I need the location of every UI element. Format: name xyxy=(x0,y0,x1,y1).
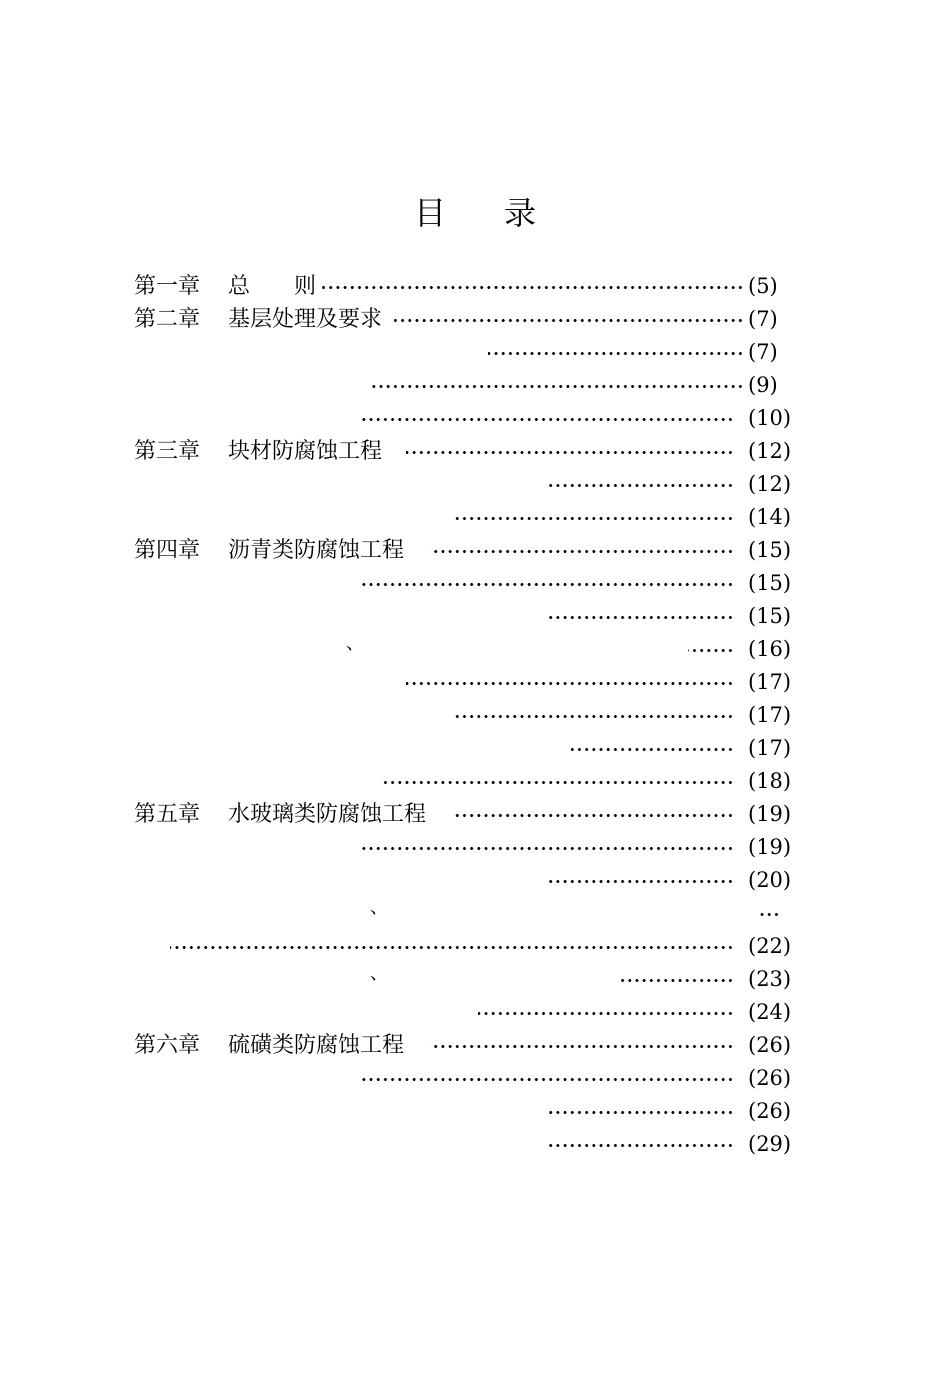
dot-leader xyxy=(548,1143,734,1148)
toc-page-number: (17) xyxy=(748,670,792,694)
dot-leader xyxy=(571,747,734,752)
toc-entry[interactable] xyxy=(0,633,950,666)
toc-chapter-label: 第六章 xyxy=(134,1033,201,1058)
toc-page-number: (5) xyxy=(748,274,778,298)
toc-page-number: (19) xyxy=(748,802,792,826)
toc-entry[interactable] xyxy=(0,699,950,732)
toc-section-title: 基层处理及要求 xyxy=(228,307,383,332)
toc-page-number: (18) xyxy=(748,769,792,793)
toc-entry[interactable] xyxy=(0,996,950,1029)
toc-page-number: (10) xyxy=(748,406,792,430)
toc-page-number: (26) xyxy=(748,1099,792,1123)
toc-chapter-label: 第二章 xyxy=(134,307,201,332)
toc-entry[interactable] xyxy=(0,1128,950,1161)
dot-leader xyxy=(406,450,734,455)
page-title xyxy=(0,188,950,234)
toc-page-number: (16) xyxy=(748,637,792,661)
toc-entry[interactable] xyxy=(0,567,950,600)
toc-entry[interactable] xyxy=(0,798,950,831)
toc-entry[interactable] xyxy=(0,336,950,369)
toc-entry[interactable] xyxy=(0,1029,950,1062)
toc-entry[interactable] xyxy=(0,501,950,534)
toc-page-number: (14) xyxy=(748,505,792,529)
toc-section-title: 水玻璃类防腐蚀工程 xyxy=(228,802,427,827)
dot-leader xyxy=(548,879,734,884)
toc-entry[interactable] xyxy=(0,930,950,963)
toc-section-title: 总 则 xyxy=(228,274,317,299)
toc-entry[interactable] xyxy=(0,435,950,468)
toc-mark: 、 xyxy=(370,963,388,984)
toc-page-number: (15) xyxy=(748,538,792,562)
toc-page-number: (15) xyxy=(748,604,792,628)
toc-section-title: 硫磺类防腐蚀工程 xyxy=(228,1033,405,1058)
toc-entry[interactable] xyxy=(0,468,950,501)
toc-entry[interactable] xyxy=(0,765,950,798)
toc-mark: 、 xyxy=(370,897,388,918)
dot-leader xyxy=(478,1011,734,1016)
dot-leader xyxy=(488,351,744,356)
dot-leader xyxy=(688,648,734,653)
toc-entry[interactable] xyxy=(0,270,950,303)
dot-leader xyxy=(406,681,734,686)
toc-page-number: (9) xyxy=(748,373,778,397)
dot-leader xyxy=(618,978,734,983)
toc-entry[interactable] xyxy=(0,600,950,633)
toc-entry[interactable] xyxy=(0,1095,950,1128)
dot-leader xyxy=(360,1077,734,1082)
title-char-2: 录 xyxy=(504,194,537,232)
dot-leader xyxy=(758,912,780,917)
dot-leader xyxy=(454,516,734,521)
toc-page-number: (20) xyxy=(748,868,792,892)
toc-entry[interactable] xyxy=(0,963,950,996)
toc-page-number: (17) xyxy=(748,703,792,727)
dot-leader xyxy=(360,582,734,587)
toc-page-number: (29) xyxy=(748,1132,792,1156)
toc-mark: 、 xyxy=(346,633,364,654)
toc-entry[interactable] xyxy=(0,402,950,435)
toc-page-number: (24) xyxy=(748,1000,792,1024)
toc-page-number: (12) xyxy=(748,472,792,496)
dot-leader xyxy=(548,1110,734,1115)
toc-page-number: (12) xyxy=(748,439,792,463)
dot-leader xyxy=(548,483,734,488)
toc-entry[interactable] xyxy=(0,534,950,567)
toc-chapter-label: 第三章 xyxy=(134,439,201,464)
toc-chapter-label: 第一章 xyxy=(134,274,201,299)
toc-page-number: (17) xyxy=(748,736,792,760)
toc-chapter-label: 第五章 xyxy=(134,802,201,827)
title-char-1: 目 xyxy=(413,194,446,232)
toc-page-number: (22) xyxy=(748,934,792,958)
dot-leader xyxy=(170,945,734,950)
dot-leader xyxy=(430,549,734,554)
toc-entry[interactable] xyxy=(0,831,950,864)
toc-section-title: 沥青类防腐蚀工程 xyxy=(228,538,405,563)
dot-leader xyxy=(454,714,734,719)
toc-entry[interactable] xyxy=(0,1062,950,1095)
toc-page-number: (23) xyxy=(748,967,792,991)
toc-entry[interactable] xyxy=(0,666,950,699)
dot-leader xyxy=(383,780,734,785)
toc-page-number: (7) xyxy=(748,307,778,331)
toc-page-number: (15) xyxy=(748,571,792,595)
dot-leader xyxy=(454,813,734,818)
dot-leader xyxy=(430,1044,734,1049)
dot-leader xyxy=(370,384,744,389)
toc-entry[interactable] xyxy=(0,303,950,336)
toc-page-number: (7) xyxy=(748,340,778,364)
dot-leader xyxy=(360,846,734,851)
toc-entry[interactable] xyxy=(0,864,950,897)
toc-page-number: (26) xyxy=(748,1033,792,1057)
toc-section-title: 块材防腐蚀工程 xyxy=(228,439,383,464)
toc-page-number: (19) xyxy=(748,835,792,859)
toc-entry[interactable] xyxy=(0,369,950,402)
toc-entry[interactable] xyxy=(0,897,950,930)
dot-leader xyxy=(322,285,744,290)
toc-page-number: (26) xyxy=(748,1066,792,1090)
toc-entry[interactable] xyxy=(0,732,950,765)
dot-leader xyxy=(360,417,734,422)
dot-leader xyxy=(548,615,734,620)
toc-chapter-label: 第四章 xyxy=(134,538,201,563)
dot-leader xyxy=(394,318,744,323)
